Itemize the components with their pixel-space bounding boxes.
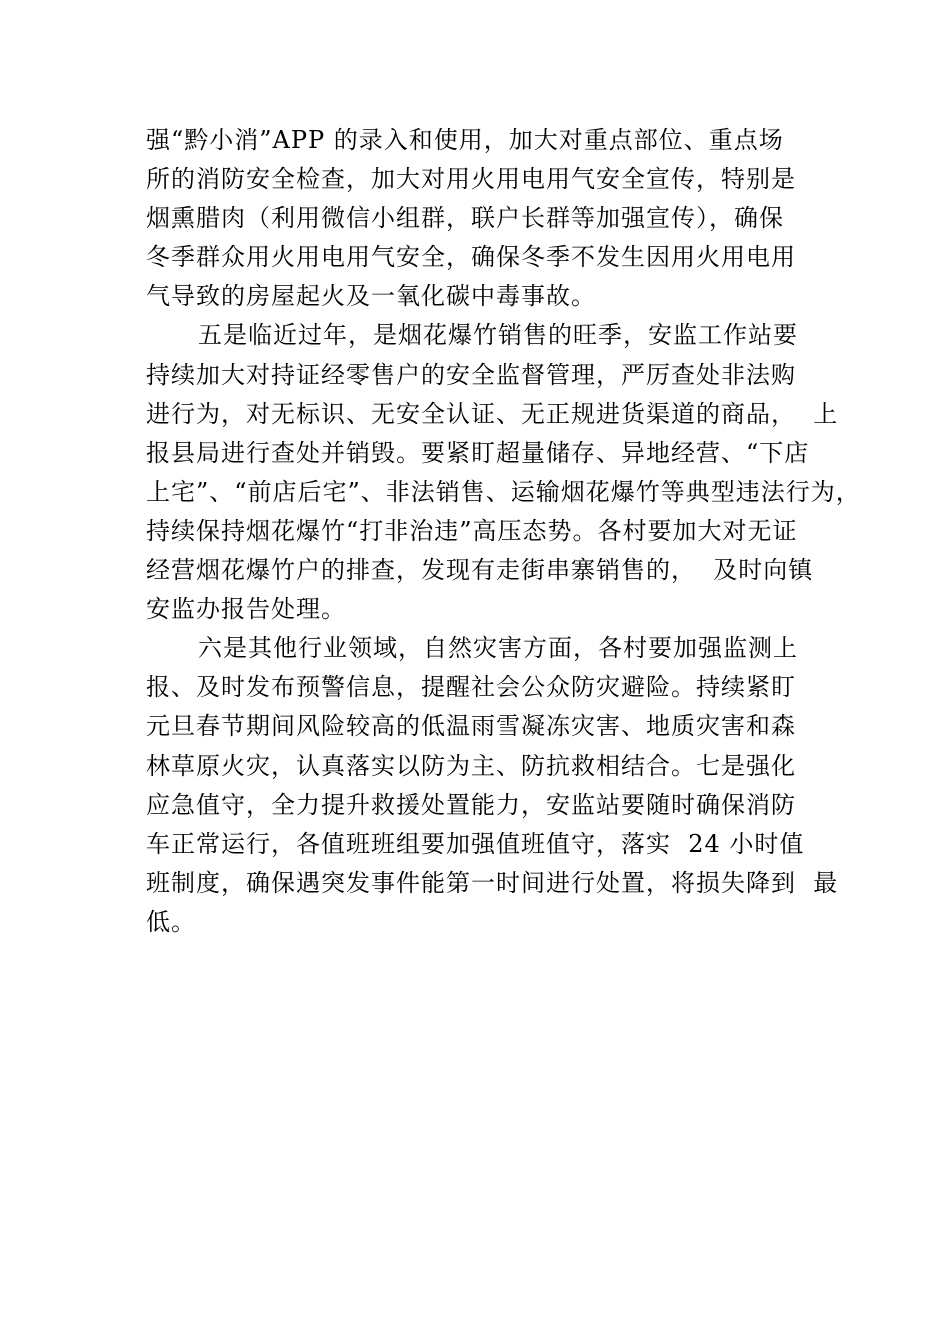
text-line: 强“黔小消”APP 的录入和使用，加大对重点部位、重点场 [146,126,784,154]
text-line: 持续保持烟花爆竹“打非治违”高压态势。各村要加大对无证 [146,516,798,545]
paragraph-fireworks [146,316,861,629]
text-line: 元旦春节期间风险较高的低温雨雪凝冻灾害、地质灾害和森 [146,712,796,741]
text-line: 六是其他行业领域，自然灾害方面，各村要加强监测上 [198,634,798,663]
text-line: 林草原火灾，认真落实以防为主、防抗救相结合。七是强化 [146,751,796,780]
text-line: 应急值守，全力提升救援处置能力，安监站要随时确保消防 [146,790,796,819]
text-line: 上宅”、“前店后宅”、非法销售、运输烟花爆竹等典型违法行为， [146,477,861,506]
text-line: 气导致的房屋起火及一氧化碳中毒事故。 [146,282,596,311]
paragraph-disasters [146,629,839,942]
document-body [146,121,861,942]
text-line: 持续加大对持证经零售户的安全监督管理，严厉查处非法购 [146,360,796,389]
text-line: 烟熏腊肉（利用微信小组群，联户长群等加强宣传），确保 [146,204,784,233]
text-line: 班制度，确保遇突发事件能第一时间进行处置，将损失降到 最 [146,868,839,897]
text-line: 五是临近过年，是烟花爆竹销售的旺季，安监工作站要 [198,321,798,350]
text-line: 进行为，对无标识、无安全认证、无正规进货渠道的商品， 上 [146,399,839,428]
paragraph-fire-safety [146,121,818,316]
text-line: 所的消防安全检查，加大对用火用电用气安全宣传，特别是 [146,165,796,194]
text-line: 报、及时发布预警信息，提醒社会公众防灾避险。持续紧盯 [146,673,796,702]
text-line: 低。 [146,907,196,936]
text-line: 安监办报告处理。 [146,595,346,624]
text-line: 报县局进行查处并销毁。要紧盯超量储存、异地经营、“下店 [146,438,810,467]
text-line: 冬季群众用火用电用气安全，确保冬季不发生因用火用电用 [146,243,796,272]
text-line: 经营烟花爆竹户的排查，发现有走街串寨销售的， 及时向镇 [146,556,814,585]
text-line: 车正常运行，各值班班组要加强值班值守，落实 24 小时值 [146,829,805,858]
